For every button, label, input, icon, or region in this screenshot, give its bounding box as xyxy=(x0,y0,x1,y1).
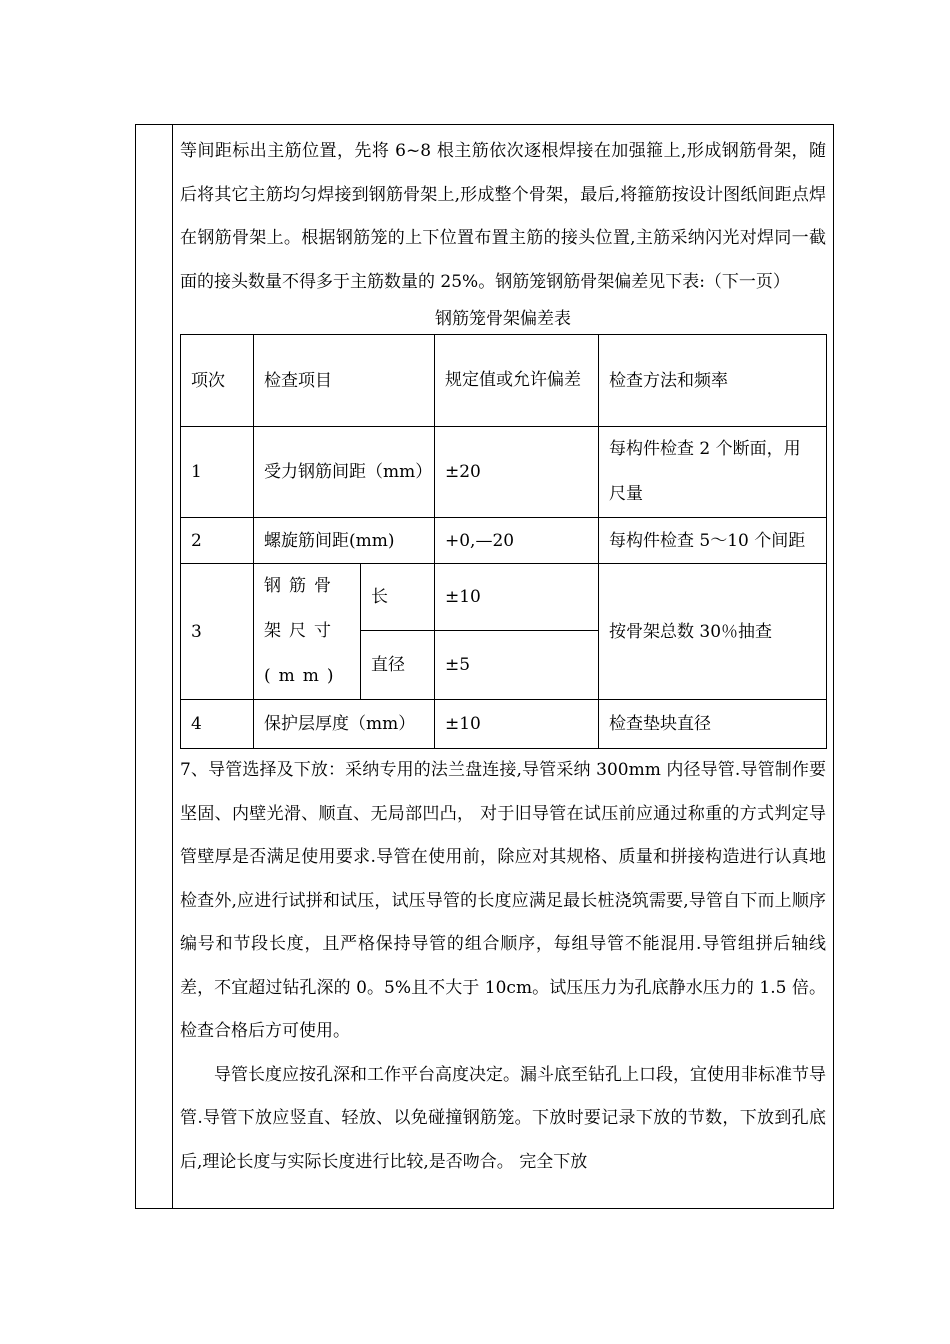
row-tolerance: ±10 xyxy=(435,564,599,631)
row-method: 每构件检查 2 个断面，用尺量 xyxy=(599,427,827,518)
row-sub-item: 长 xyxy=(361,564,435,631)
row-item: 螺旋筋间距(mm) xyxy=(254,518,435,564)
paragraph-pipe-selection: 7、导管选择及下放：采纳专用的法兰盘连接,导管采纳 300mm 内径导管.导管制作要坚固、内壁光滑、顺直、无局部凹凸， 对于旧导管在试压前应通过称重的方式判定导管壁厚是否满足使用要求.导管在使用前，除应对其规格、质量和拼接构造进行认真地检查外,应进行试拼和试压，试压导管的长度应满足最长桩浇筑需要,导管自下而上顺序编号和节段长度，且严格保持导管的组合顺序，每组导管不能混用.导管组拼后轴线差，不宜超过钻孔深的 0。5%且不大于 10cm。试压压力为孔底静水压力的 1.5 倍。检查合格后方可使用。 xyxy=(180,760,826,1041)
row-no: 2 xyxy=(181,518,254,564)
header-item: 检查项目 xyxy=(254,335,435,427)
left-column-divider xyxy=(172,124,173,1209)
main-content xyxy=(180,130,826,1184)
row-no: 1 xyxy=(181,427,254,518)
row-tolerance: +0,—20 xyxy=(435,518,599,564)
table-header-row xyxy=(181,335,827,427)
row-tolerance: ±10 xyxy=(435,700,599,749)
header-tolerance: 规定值或允许偏差 xyxy=(435,335,599,427)
row-method: 每构件检查 5～10 个间距 xyxy=(599,518,827,564)
header-no: 项次 xyxy=(181,335,254,427)
row-tolerance: ±5 xyxy=(435,631,599,700)
row-tolerance: ±20 xyxy=(435,427,599,518)
deviation-table xyxy=(180,334,827,749)
row-method: 按骨架总数 30％抽查 xyxy=(599,564,827,700)
table-row xyxy=(181,700,827,749)
table-row xyxy=(181,518,827,564)
paragraph-rebar-cage: 等间距标出主筋位置，先将 6~8 根主筋依次逐根焊接在加强箍上,形成钢筋骨架，随后将其它主筋均匀焊接到钢筋骨架上,形成整个骨架，最后,将箍筋按设计图纸间距点焊在钢筋骨架上。根据钢筋笼的上下位置布置主筋的接头位置,主筋采纳闪光对焊同一截面的接头数量不得多于主筋数量的 25%。钢筋笼钢筋骨架偏差见下表:（下一页） xyxy=(180,141,826,292)
row-sub-item: 直径 xyxy=(361,631,435,700)
row-no: 3 xyxy=(181,564,254,700)
row-item: 受力钢筋间距（mm） xyxy=(254,427,435,518)
header-method: 检查方法和频率 xyxy=(599,335,827,427)
row-no: 4 xyxy=(181,700,254,749)
row-method: 检查垫块直径 xyxy=(599,700,827,749)
row-item: 钢筋骨架尺寸(mm) xyxy=(254,564,361,700)
table-title: 钢筋笼骨架偏差表 xyxy=(435,309,571,329)
paragraph-pipe-length: 导管长度应按孔深和工作平台高度决定。漏斗底至钻孔上口段，宜使用非标准节导管.导管下放应竖直、轻放、以免碰撞钢筋笼。下放时要记录下放的节数，下放到孔底后,理论长度与实际长度进行比较,是否吻合。 完全下放 xyxy=(180,1064,826,1172)
table-row xyxy=(181,427,827,518)
row-item: 保护层厚度（mm） xyxy=(254,700,435,749)
table-row xyxy=(181,564,827,631)
